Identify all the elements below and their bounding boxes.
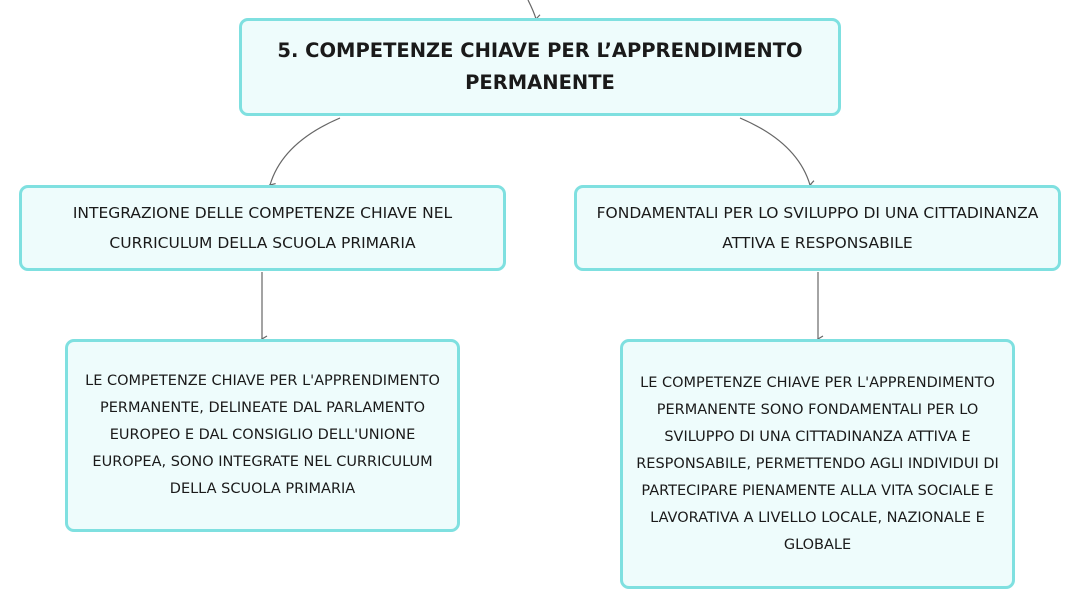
incoming-connector [528,0,536,19]
detail-label-integrazione: LE COMPETENZE CHIAVE PER L'APPRENDIMENTO PERMANENTE, DELINEATE DAL PARLAMENTO EUROPEO E DAL CONSIGLIO DELL'UNIONE EUROPEA, SONO INTEGRATE NEL CURRICULUM DELLA SCUOLA PRIMARIA [85,373,440,497]
root-topic-node[interactable] [239,18,841,116]
connector-root-to-right [740,118,810,185]
detail-node-fondamentali[interactable] [620,339,1015,589]
subtopic-label-integrazione: INTEGRAZIONE DELLE COMPETENZE CHIAVE NEL CURRICULUM DELLA SCUOLA PRIMARIA [72,204,453,252]
detail-label-fondamentali: LE COMPETENZE CHIAVE PER L'APPRENDIMENTO PERMANENTE SONO FONDAMENTALI PER LO SVILUPPO DI UNA CITTADINANZA ATTIVA E RESPONSABILE, PERMETTENDO AGLI INDIVIDUI DI PARTECIPARE PIENAMENTE ALLA VITA SOCIALE E LAVORATIVA A LIVELLO LOCALE, NAZIONALE E GLOBALE [636,374,999,553]
subtopic-node-fondamentali[interactable] [574,185,1061,271]
subtopic-label-fondamentali: FONDAMENTALI PER LO SVILUPPO DI UNA CITTADINANZA ATTIVA E RESPONSABILE [596,204,1039,252]
detail-node-integrazione[interactable] [65,339,460,532]
connector-root-to-left [270,118,340,185]
root-topic-label: 5. COMPETENZE CHIAVE PER L’APPRENDIMENTO PERMANENTE [277,39,803,94]
subtopic-node-integrazione[interactable] [19,185,506,271]
